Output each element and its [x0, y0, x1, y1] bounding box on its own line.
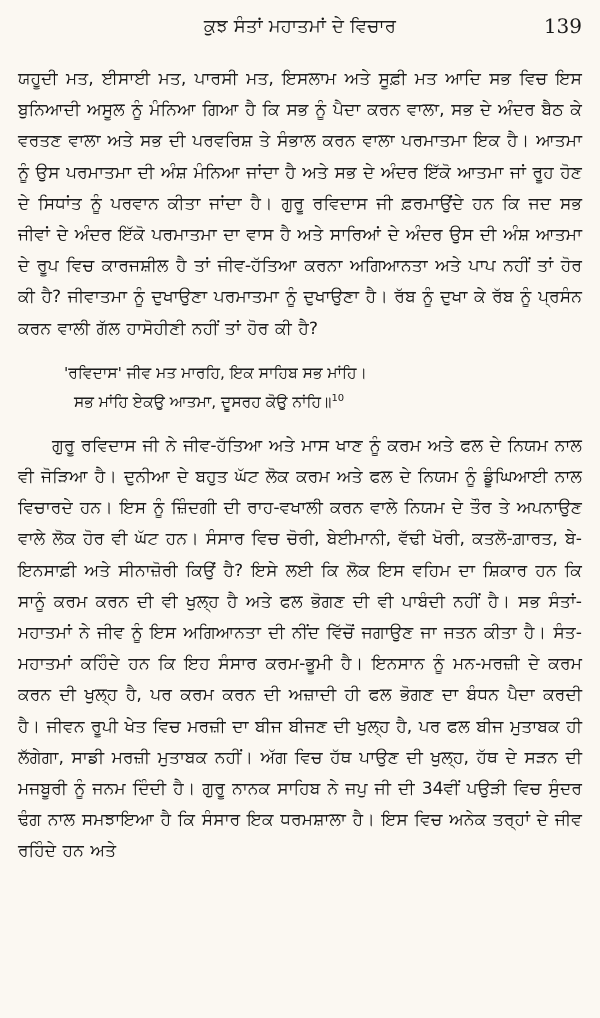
paragraph-2: ਗੁਰੂ ਰਵਿਦਾਸ ਜੀ ਨੇ ਜੀਵ-ਹੱਤਿਆ ਅਤੇ ਮਾਸ ਖਾਣ ਨੂੰ ਕਰਮ ਅਤੇ ਫਲ ਦੇ ਨਿਯਮ ਨਾਲ ਵੀ ਜੋੜਿਆ ਹੈ। ਦੁਨੀਆ ਦੇ ਬਹੁਤ ਘੱਟ ਲੋਕ ਕਰਮ ਅਤੇ ਫਲ ਦੇ ਨਿਯਮ ਨੂੰ ਡੂੰਘਿਆਈ ਨਾਲ ਵਿਚਾਰਦੇ ਹਨ। ਇਸ ਨੂੰ ਜ਼ਿੰਦਗੀ ਦੀ ਰਾਹ-ਵਖਾਲੀ ਕਰਨ ਵਾਲੇ ਨਿਯਮ ਦੇ ਤੌਰ ਤੇ ਅਪਨਾਉਣ ਵਾਲੇ ਲੋਕ ਹੋਰ ਵੀ ਘੱਟ ਹਨ। ਸੰਸਾਰ ਵਿਚ ਚੋਰੀ, ਬੇਈਮਾਨੀ, ਵੱਢੀ ਖੋਰੀ, ਕਤਲੋ-ਗ਼ਾਰਤ, ਬੇ-ਇਨਸਾਫ਼ੀ ਅਤੇ ਸੀਨਾਜ਼ੋਰੀ ਕਿਉਂ ਹੈ? ਇਸੇ ਲਈ ਕਿ ਲੋਕ ਇਸ ਵਹਿਮ ਦਾ ਸ਼ਿਕਾਰ ਹਨ ਕਿ ਸਾਨੂੰ ਕਰਮ ਕਰਨ ਦੀ ਵੀ ਖੁਲ੍ਹ ਹੈ ਅਤੇ ਫਲ ਭੋਗਣ ਦੀ ਵੀ ਪਾਬੰਦੀ ਨਹੀਂ ਹੈ। ਸਭ ਸੰਤਾਂ-ਮਹਾਤਮਾਂ ਨੇ ਜੀਵ ਨੂੰ ਇਸ ਅਗਿਆਨਤਾ ਦੀ ਨੀਂਦ ਵਿੱਚੋਂ ਜਗਾਉਣ ਜਾ ਜਤਨ ਕੀਤਾ ਹੈ। ਸੰਤ-ਮਹਾਤਮਾਂ ਕਹਿੰਦੇ ਹਨ ਕਿ ਇਹ ਸੰਸਾਰ ਕਰਮ-ਭੂਮੀ ਹੈ। ਇਨਸਾਨ ਨੂੰ ਮਨ-ਮਰਜ਼ੀ ਦੇ ਕਰਮ ਕਰਨ ਦੀ ਖੁਲ੍ਹ ਹੈ, ਪਰ ਕਰਮ ਕਰਨ ਦੀ ਅਜ਼ਾਦੀ ਹੀ ਫਲ ਭੋਗਣ ਦਾ ਬੰਧਨ ਪੈਦਾ ਕਰਦੀ ਹੈ। ਜੀਵਨ ਰੂਪੀ ਖੇਤ ਵਿਚ ਮਰਜ਼ੀ ਦਾ ਬੀਜ ਬੀਜਣ ਦੀ ਖੁਲ੍ਹ ਹੈ, ਪਰ ਫਲ ਬੀਜ ਮੁਤਾਬਕ ਹੀ ਲੱਗੇਗਾ, ਸਾਡੀ ਮਰਜ਼ੀ ਮੁਤਾਬਕ ਨਹੀਂ। ਅੱਗ ਵਿਚ ਹੱਥ ਪਾਉਣ ਦੀ ਖੁਲ੍ਹ, ਹੱਥ ਦੇ ਸੜਨ ਦੀ ਮਜਬੂਰੀ ਨੂੰ ਜਨਮ ਦਿੰਦੀ ਹੈ। ਗੁਰੂ ਨਾਨਕ ਸਾਹਿਬ ਨੇ ਜਪੁ ਜੀ ਦੀ 34ਵੀਂ ਪਉੜੀ ਵਿਚ ਸੁੰਦਰ ਢੰਗ ਨਾਲ ਸਮਝਾਇਆ ਹੈ ਕਿ ਸੰਸਾਰ ਇਕ ਧਰਮਸ਼ਾਲਾ ਹੈ। ਇਸ ਵਿਚ ਅਨੇਕ ਤਰ੍ਹਾਂ ਦੇ ਜੀਵ ਰਹਿੰਦੇ ਹਨ ਅਤੇ [18, 435, 582, 862]
paragraph-1: ਯਹੂਦੀ ਮਤ, ਈਸਾਈ ਮਤ, ਪਾਰਸੀ ਮਤ, ਇਸਲਾਮ ਅਤੇ ਸੂਫ਼ੀ ਮਤ ਆਦਿ ਸਭ ਵਿਚ ਇਸ ਬੁਨਿਆਦੀ ਅਸੂਲ ਨੂੰ ਮੰਨਿਆ ਗਿਆ ਹੈ ਕਿ ਸਭ ਨੂੰ ਪੈਦਾ ਕਰਨ ਵਾਲਾ, ਸਭ ਦੇ ਅੰਦਰ ਬੈਠ ਕੇ ਵਰਤਣ ਵਾਲਾ ਅਤੇ ਸਭ ਦੀ ਪਰਵਰਿਸ਼ ਤੇ ਸੰਭਾਲ ਕਰਨ ਵਾਲਾ ਪਰਮਾਤਮਾ ਇਕ ਹੈ। ਆਤਮਾ ਨੂੰ ਉਸ ਪਰਮਾਤਮਾ ਦੀ ਅੰਸ਼ ਮੰਨਿਆ ਜਾਂਦਾ ਹੈ ਅਤੇ ਸਭ ਦੇ ਅੰਦਰ ਇੱਕੋ ਆਤਮਾ ਜਾਂ ਰੂਹ ਹੋਣ ਦੇ ਸਿਧਾਂਤ ਨੂੰ ਪਰਵਾਨ ਕੀਤਾ ਜਾਂਦਾ ਹੈ। ਗੁਰੂ ਰਵਿਦਾਸ ਜੀ ਫ਼ਰਮਾਉਂਦੇ ਹਨ ਕਿ ਜਦ ਸਭ ਜੀਵਾਂ ਦੇ ਅੰਦਰ ਇੱਕੋ ਪਰਮਾਤਮਾ ਦਾ ਵਾਸ ਹੈ ਅਤੇ ਸਾਰਿਆਂ ਦੇ ਅੰਦਰ ਉਸ ਦੀ ਅੰਸ਼ ਆਤਮਾ ਦੇ ਰੂਪ ਵਿਚ ਕਾਰਜਸ਼ੀਲ ਹੈ ਤਾਂ ਜੀਵ-ਹੱਤਿਆ ਕਰਨਾ ਅਗਿਆਨਤਾ ਅਤੇ ਪਾਪ ਨਹੀਂ ਤਾਂ ਹੋਰ ਕੀ ਹੈ? ਜੀਵਾਤਮਾ ਨੂੰ ਦੁਖਾਉਣਾ ਪਰਮਾਤਮਾ ਨੂੰ ਦੁਖਾਉਣਾ ਹੈ। ਰੱਬ ਨੂੰ ਦੁਖਾ ਕੇ ਰੱਬ ਨੂੰ ਪ੍ਰਸੰਨ ਕਰਨ ਵਾਲੀ ਗੱਲ ਹਾਸੋਹੀਣੀ ਨਹੀਂ ਤਾਂ ਹੋਰ ਕੀ ਹੈ? [18, 69, 582, 339]
page-number: 139 [543, 14, 582, 38]
verse-quote [64, 359, 582, 417]
running-title: ਕੁਝ ਸੰਤਾਂ ਮਹਾਤਮਾਂ ਦੇ ਵਿਚਾਰ [203, 16, 397, 37]
verse-line-2-text: ਸਭ ਮਾਂਹਿ ਏਕਉ ਆਤਮਾ, ਦੂਸਰਹ ਕੋਉ ਨਾਂਹਿ॥ [74, 392, 332, 411]
verse-line-1: 'ਰਵਿਦਾਸ' ਜੀਵ ਮਤ ਮਾਰਹਿ, ਇਕ ਸਾਹਿਬ ਸਭ ਮਾਂਹਿ। [64, 363, 367, 382]
verse-line-2 [64, 388, 582, 417]
footnote-marker: 10 [331, 392, 345, 404]
running-header [18, 14, 582, 48]
